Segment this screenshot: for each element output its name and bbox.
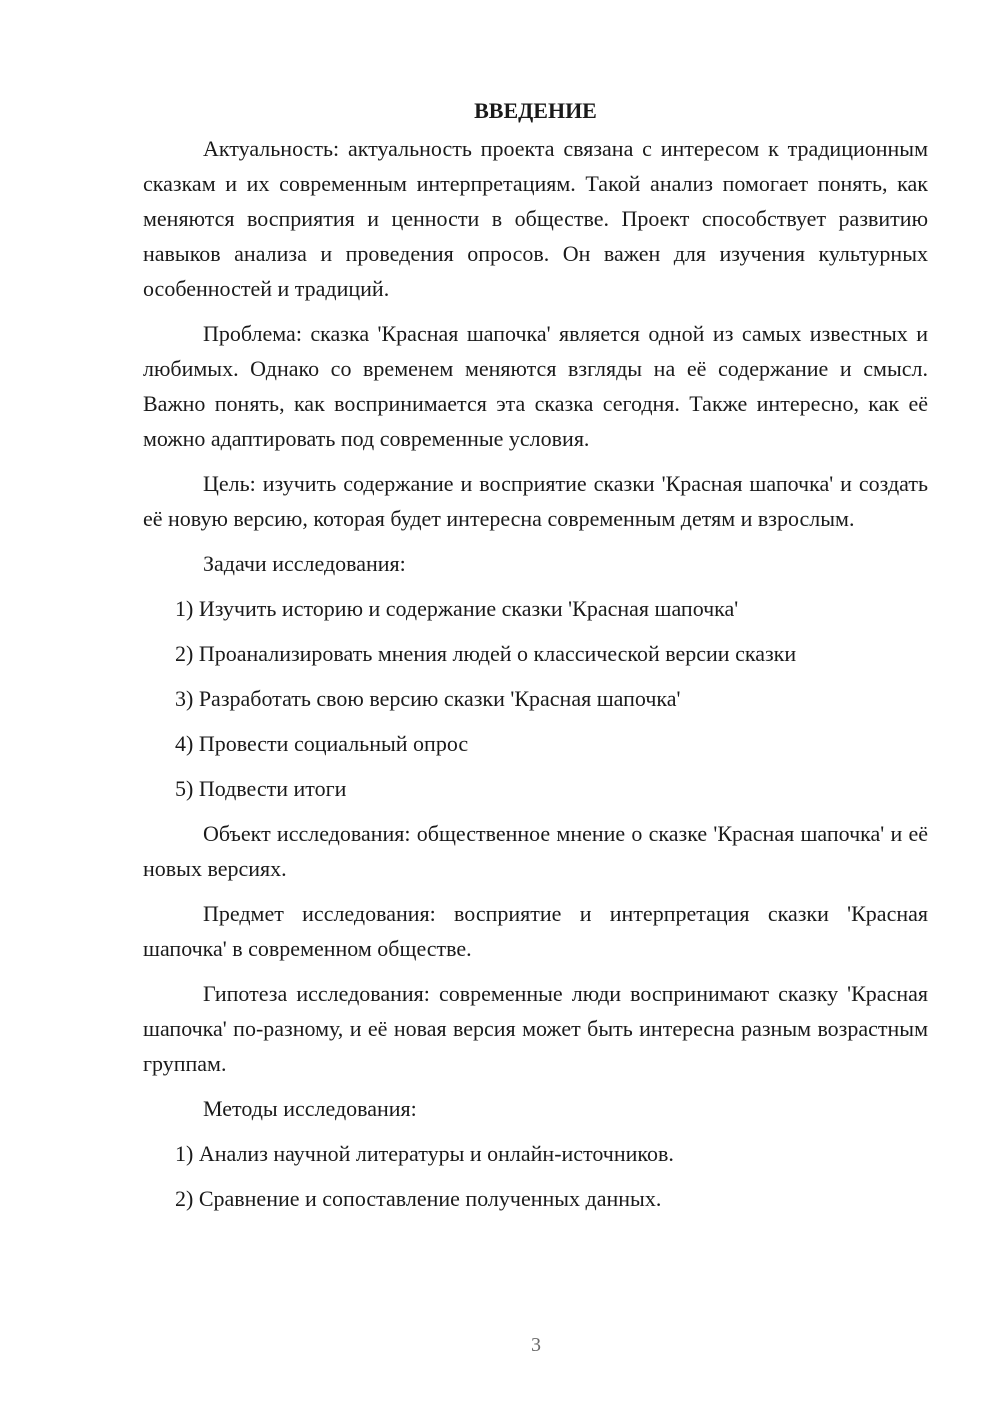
list-item: 5) Подвести итоги xyxy=(175,776,347,801)
list-item: 3) Разработать свою версию сказки 'Красная шапочка' xyxy=(175,686,681,711)
list-item: 2) Сравнение и сопоставление полученных данных. xyxy=(175,1186,662,1211)
hypothesis-paragraph: Гипотеза исследования: современные люди воспринимают сказку 'Красная шапочка' по-разному, и её новая версия может быть интересна разным возрастным группам. xyxy=(143,981,928,1076)
goal-paragraph: Цель: изучить содержание и восприятие сказки 'Красная шапочка' и создать её новую версию, которая будет интересна современным детям и взрослым. xyxy=(143,471,928,531)
document-page xyxy=(143,96,928,1226)
tasks-list xyxy=(143,591,928,806)
object-paragraph: Объект исследования: общественное мнение о сказке 'Красная шапочка' и её новых версиях. xyxy=(143,821,928,881)
list-item: 1) Изучить историю и содержание сказки 'Красная шапочка' xyxy=(175,596,739,621)
list-item: 4) Провести социальный опрос xyxy=(175,731,469,756)
methods-label: Методы исследования: xyxy=(203,1096,417,1121)
list-item: 1) Анализ научной литературы и онлайн-источников. xyxy=(175,1141,674,1166)
subject-paragraph: Предмет исследования: восприятие и интерпретация сказки 'Красная шапочка' в современном обществе. xyxy=(143,901,928,961)
methods-list xyxy=(143,1136,928,1216)
tasks-label: Задачи исследования: xyxy=(203,551,406,576)
list-item: 2) Проанализировать мнения людей о классической версии сказки xyxy=(175,641,797,666)
problem-paragraph: Проблема: сказка 'Красная шапочка' является одной из самых известных и любимых. Однако со временем меняются взгляды на её содержание и смысл. Важно понять, как воспринимается эта сказка сегодня. Также интересно, как её можно адаптировать под современные условия. xyxy=(143,321,928,451)
page-number: 3 xyxy=(531,1334,541,1356)
relevance-paragraph: Актуальность: актуальность проекта связана с интересом к традиционным сказкам и их современным интерпретациям. Такой анализ помогает понять, как меняются восприятия и ценности в обществе. Проект способствует развитию навыков анализа и проведения опросов. Он важен для изучения культурных особенностей и традиций. xyxy=(143,136,928,301)
page-title: ВВЕДЕНИЕ xyxy=(474,98,597,123)
